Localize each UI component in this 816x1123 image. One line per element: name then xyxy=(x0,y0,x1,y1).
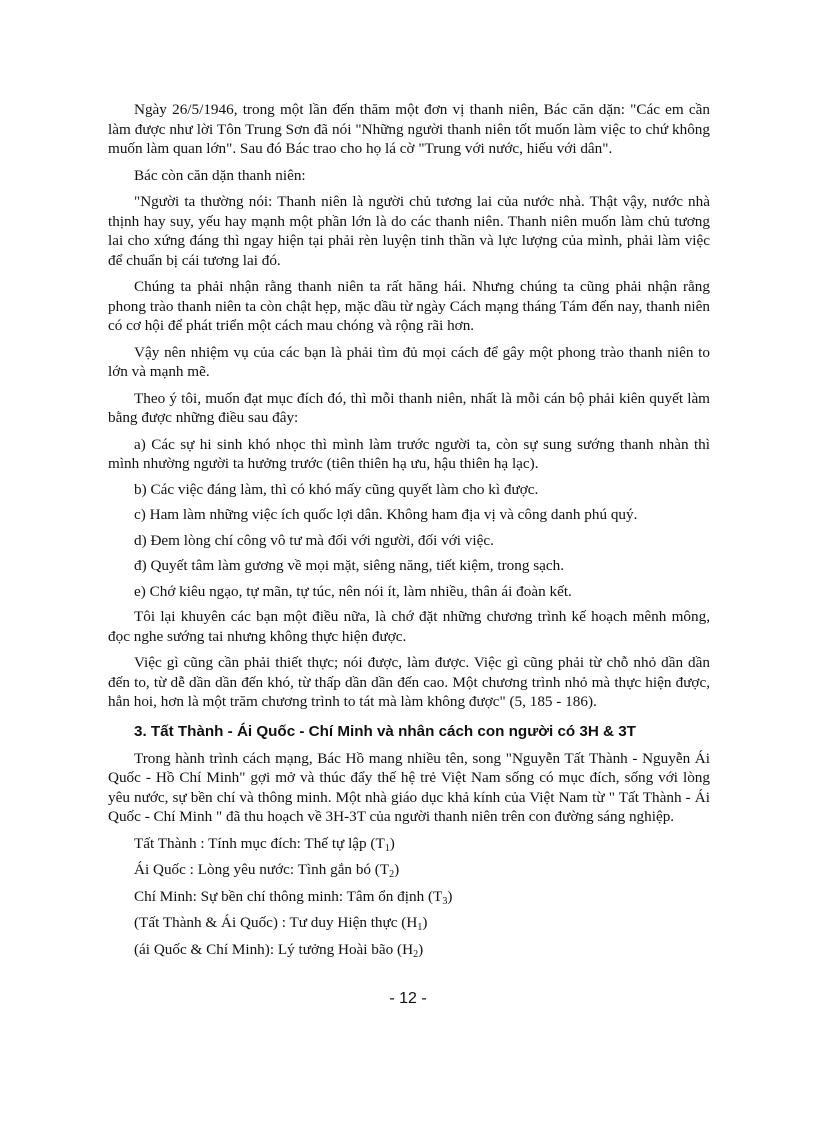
list-item: a) Các sự hi sinh khó nhọc thì mình làm trước người ta, còn sự sung sướng thanh nhàn thì mình nhường người ta hưởng trước (tiên thiên hạ ưu, hậu thiên hạ lạc). xyxy=(108,435,710,472)
list-item: b) Các việc đáng làm, thì có khó mấy cũng quyết làm cho kì được. xyxy=(134,480,539,498)
trait-list xyxy=(108,834,710,960)
list-item: d) Đem lòng chí công vô tư mà đối với người, đối với việc. xyxy=(134,531,494,549)
trait-line: Tất Thành : Tính mục đích: Thế tự lập $(T_1)$ xyxy=(134,834,395,854)
page-number: - 12 - xyxy=(389,990,427,1007)
trait-line: Ái Quốc : Lòng yêu nước: Tình gắn bó $(T_2)$ xyxy=(134,861,400,880)
paragraph: Chúng ta phải nhận rằng thanh niên ta rất hăng hái. Nhưng chúng ta cũng phải nhận rằng phong trào thanh niên ta còn chật hẹp, mặc dầu từ ngày Cách mạng tháng Tám đến nay, thanh niên có cơ hội để phát triển một cách mau chóng và rộng rãi hơn. xyxy=(108,278,710,334)
trait-line: Chí Minh: Sự bền chí thông minh: Tâm ổn định $(T_3)$ xyxy=(134,887,453,907)
paragraph: Việc gì cũng cần phải thiết thực; nói được, làm được. Việc gì cũng phải từ chỗ nhỏ dần dần đến to, từ dễ dần dần đến khó, từ thấp dần dần đến cao. Một chương trình nhỏ mà thực hiện được, hẳn hoi, hơn là một trăm chương trình to tát mà làm không được" (5, 185 - 186). xyxy=(108,654,710,710)
paragraph: Vậy nên nhiệm vụ của các bạn là phải tìm đủ mọi cách để gây một phong trào thanh niên to lớn và mạnh mẽ. xyxy=(108,343,710,380)
paragraph: Theo ý tôi, muốn đạt mục đích đó, thì mỗi thanh niên, nhất là mỗi cán bộ phải kiên quyết làm bằng được những điều sau đây: xyxy=(108,389,710,426)
document-body xyxy=(108,100,710,966)
list-item: e) Chớ kiêu ngạo, tự mãn, tự túc, nên nói ít, làm nhiều, thân ái đoàn kết. xyxy=(134,582,572,600)
paragraph: Tôi lại khuyên các bạn một điều nữa, là chớ đặt những chương trình kế hoạch mênh mông, đọc nghe sướng tai nhưng không thực hiện được. xyxy=(108,608,710,645)
section-paragraph: Trong hành trình cách mạng, Bác Hồ mang nhiều tên, song "Nguyễn Tất Thành - Nguyễn Ái Quốc - Hồ Chí Minh" gợi mở và thúc đẩy thế hệ trẻ Việt Nam sống có mục đích, sống với lòng yêu nước, sự bền chí và thông minh. Một nhà giáo dục khả kính của Việt Nam từ " Tất Thành - Ái Quốc - Chí Minh " đã thu hoạch về 3H-3T của người thanh niên trên con đường sáng nghiệp. xyxy=(108,749,710,825)
list-item: c) Ham làm những việc ích quốc lợi dân. Không ham địa vị và công danh phú quý. xyxy=(134,506,638,523)
paragraph: Bác còn căn dặn thanh niên: xyxy=(134,166,306,184)
section-heading: 3. Tất Thành - Ái Quốc - Chí Minh và nhân cách con người có 3H & 3T xyxy=(134,722,636,740)
paragraph: Ngày 26/5/1946, trong một lần đến thăm một đơn vị thanh niên, Bác căn dặn: "Các em cần làm được như lời Tôn Trung Sơn đã nói "Những người thanh niên tốt muốn làm việc to chứ không muốn làm quan lớn". Sau đó Bác trao cho họ lá cờ "Trung với nước, hiếu với dân". xyxy=(108,101,710,157)
trait-line: (Tất Thành & Ái Quốc) : Tư duy Hiện thực $(H_1)$ xyxy=(134,914,428,933)
list-item: đ) Quyết tâm làm gương về mọi mặt, siêng năng, tiết kiệm, trong sạch. xyxy=(134,557,565,574)
quote-paragraph: "Người ta thường nói: Thanh niên là người chủ tương lai của nước nhà. Thật vậy, nước nhà thịnh hay suy, yếu hay mạnh một phần lớn là do các thanh niên. Thanh niên muốn làm chủ tương lai cho xứng đáng thì ngay hiện tại phải rèn luyện tinh thần và lực lượng của mình, phải làm việc để chuẩn bị cái tương lai đó. xyxy=(108,193,710,269)
trait-line: (ái Quốc & Chí Minh): Lý tưởng Hoài bão $(H_2)$ xyxy=(134,940,424,960)
